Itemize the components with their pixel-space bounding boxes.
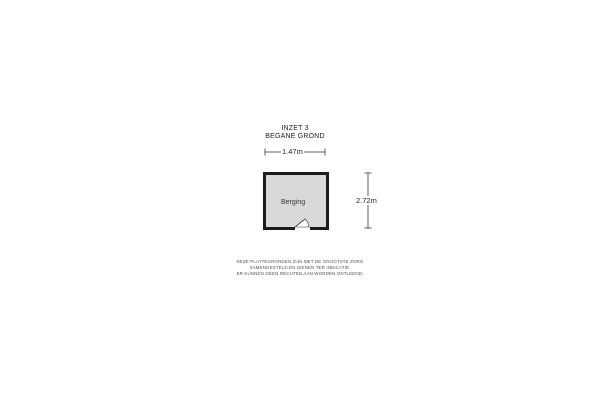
height-dimension-label: 2.72m (356, 196, 377, 205)
plan-title: INZET 3 (281, 125, 309, 132)
room-label-berging: Berging (281, 199, 306, 206)
plan-subtitle: BEGANE GROND (265, 133, 325, 140)
width-dimension-label: 1.47m (282, 147, 303, 156)
door-opening (295, 227, 310, 231)
disclaimer-line-1: DEZE PLATTEGRONDEN ZIJN MET DE GROOTSTE ZORG (236, 259, 364, 264)
disclaimer-line-3: ER KUNNEN GEEN RECHTEN AAN WORDEN ONTLEEND. (236, 271, 364, 276)
disclaimer-line-2: SAMENGESTELD EN DIENEN TER INDICATIE. (249, 265, 351, 270)
